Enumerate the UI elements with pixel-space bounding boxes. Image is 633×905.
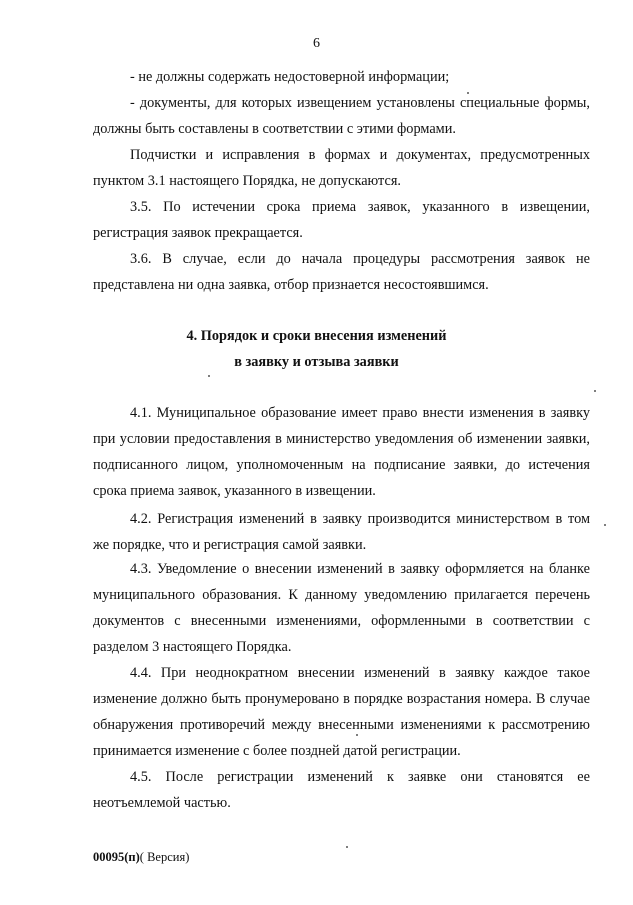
page-number: 6 [313, 36, 320, 51]
scan-speck [467, 92, 469, 94]
section-heading: 4. Порядок и сроки внесения изменений [186, 328, 447, 344]
paragraph: 3.6. В случае, если до начала процедуры рассмотрения заявок не представлена ни одна заявка, отбор признается несостоявшимся. [93, 251, 590, 293]
scan-speck [208, 375, 210, 377]
document-version: ( Версия) [139, 850, 190, 864]
paragraph: 4.1. Муниципальное образование имеет право внести изменения в заявку при условии предоставления в министерство уведомления об изменении заявки, подписанного лицом, уполномоченным на подписание заявки, до истечения срока приема заявок, указанного в извещении. [93, 405, 590, 499]
scan-speck [594, 390, 596, 392]
paragraph: 3.5. По истечении срока приема заявок, указанного в извещении, регистрация заявок прекращается. [93, 199, 590, 241]
scan-speck [604, 524, 606, 526]
paragraph: Подчистки и исправления в формах и документах, предусмотренных пунктом 3.1 настоящего Порядка, не допускаются. [93, 147, 590, 189]
list-item: - не должны содержать недостоверной информации; [130, 69, 450, 85]
paragraph: 4.3. Уведомление о внесении изменений в заявку оформляется на бланке муниципального образования. К данному уведомлению прилагается перечень документов с внесенными изменениями, оформленными в соответствии с разделом 3 настоящего Порядка. [93, 561, 590, 655]
document-footer [93, 850, 189, 865]
scan-speck [356, 734, 358, 736]
document-code: 00095(п) [93, 850, 140, 864]
section-heading: в заявку и отзыва заявки [234, 354, 399, 370]
list-item: - документы, для которых извещением установлены специальные формы, должны быть составлены в соответствии с этими формами. [93, 95, 590, 137]
paragraph: 4.5. После регистрации изменений к заявке они становятся ее неотъемлемой частью. [93, 769, 590, 811]
scan-speck [346, 846, 348, 848]
paragraph: 4.4. При неоднократном внесении изменений в заявку каждое такое изменение должно быть пронумеровано в порядке возрастания номера. В случае обнаружения противоречий между внесенными изменениями к рассмотрению принимается изменение с более поздней датой регистрации. [93, 665, 590, 759]
paragraph: 4.2. Регистрация изменений в заявку производится министерством в том же порядке, что и регистрация самой заявки. [93, 511, 590, 553]
